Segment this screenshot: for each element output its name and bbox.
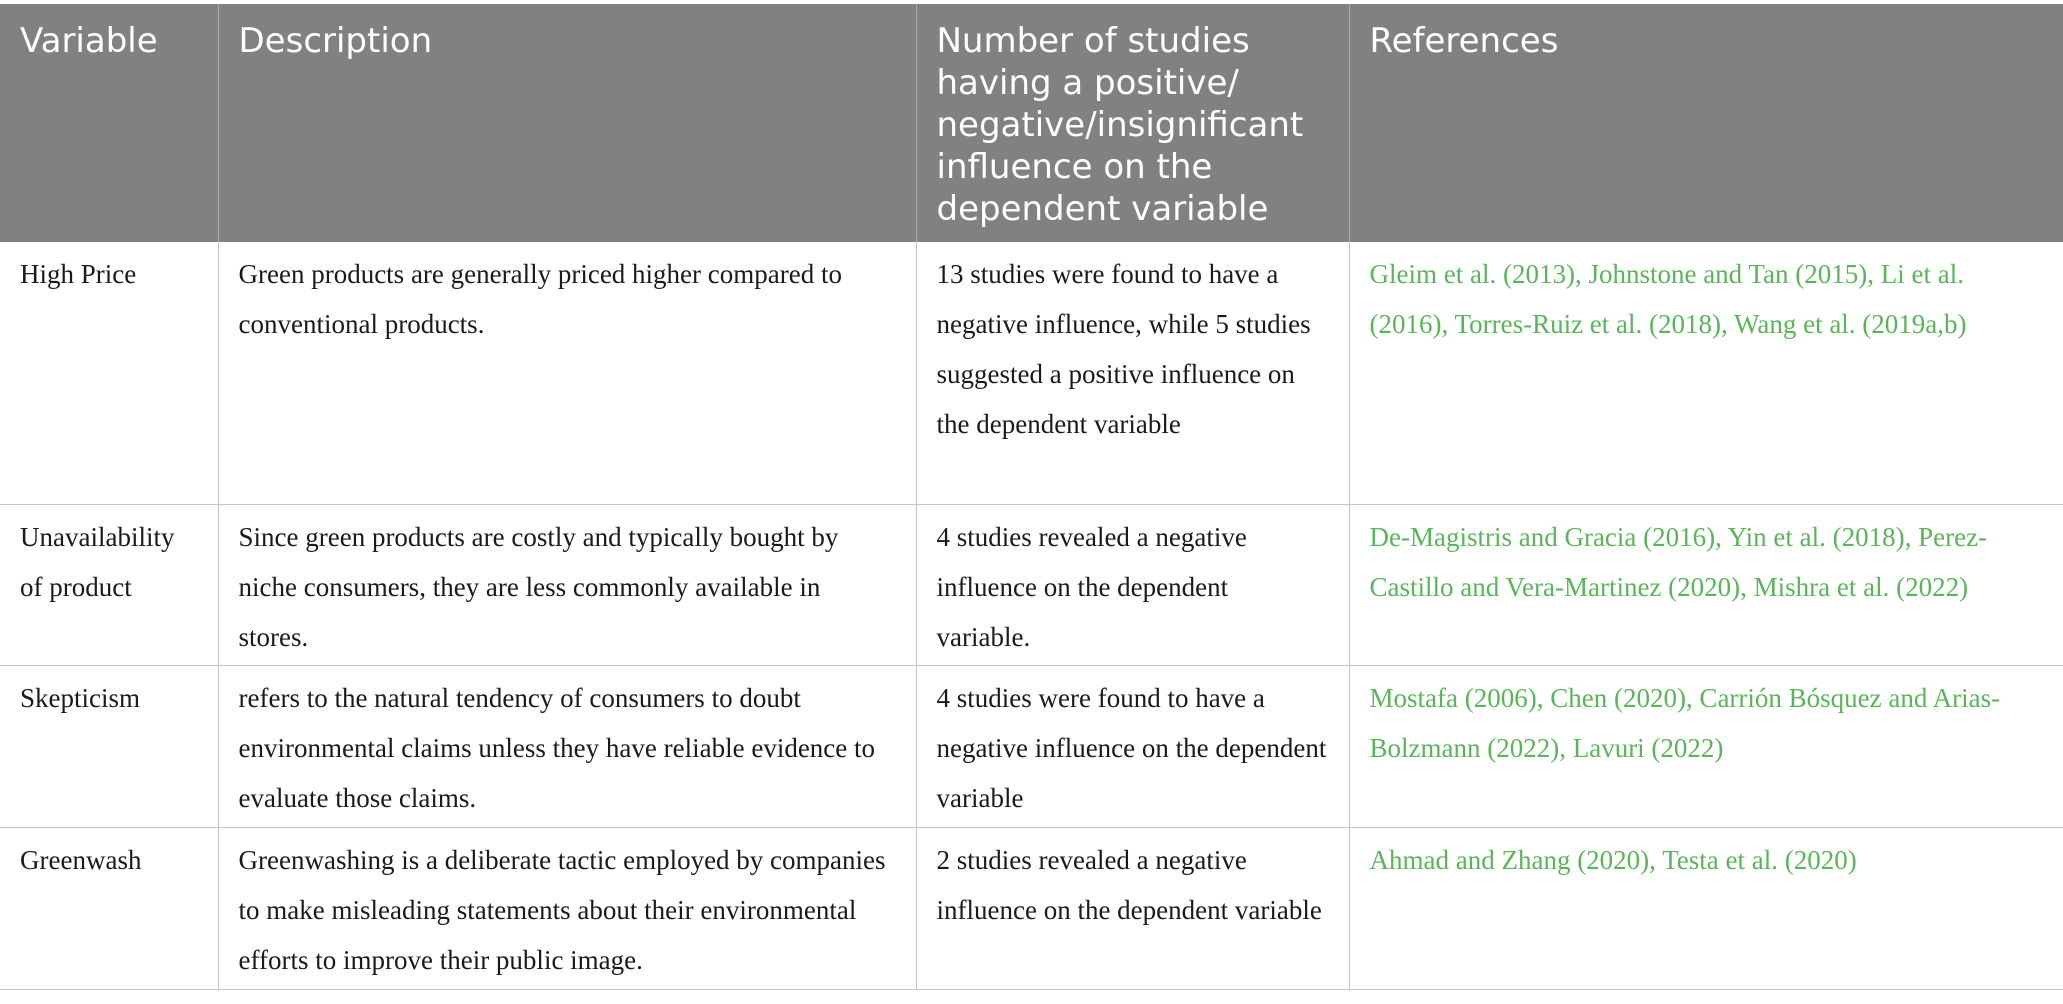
studies-cell: 4 studies revealed a negative influence on the dependent variable. — [916, 504, 1349, 665]
header-description: Description — [218, 4, 916, 242]
header-references: References — [1349, 4, 2063, 242]
references-link[interactable]: De-Magistris and Gracia (2016), Yin et al. (2018), Perez-Castillo and Vera-Martinez (2020), Mishra et al. (2022) — [1349, 504, 2063, 665]
variable-cell: High Price — [0, 242, 218, 504]
references-link[interactable]: Mostafa (2006), Chen (2020), Carrión Bósquez and Arias-Bolzmann (2022), Lavuri (2022) — [1349, 665, 2063, 827]
description-cell: Green products are generally priced higher compared to conventional products. — [218, 242, 916, 504]
description-cell: refers to the natural tendency of consumers to doubt environmental claims unless they have reliable evidence to evaluate those claims. — [218, 665, 916, 827]
variable-cell: Greenwash — [0, 827, 218, 989]
header-number-of-studies: Number of studies having a positive/ negative/insignificant influence on the dependent variable — [916, 4, 1349, 242]
table-body — [0, 242, 2063, 989]
studies-cell: 4 studies were found to have a negative influence on the dependent variable — [916, 665, 1349, 827]
table-header — [0, 4, 2063, 242]
variable-cell: Unavailability of product — [0, 504, 218, 665]
references-link[interactable]: Gleim et al. (2013), Johnstone and Tan (2015), Li et al. (2016), Torres-Ruiz et al. (2018), Wang et al. (2019a,b) — [1349, 242, 2063, 504]
studies-cell: 2 studies revealed a negative influence on the dependent variable — [916, 827, 1349, 989]
description-cell: Greenwashing is a deliberate tactic employed by companies to make misleading statements about their environmental efforts to improve their public image. — [218, 827, 916, 989]
table-row — [0, 827, 2063, 989]
description-cell: Since green products are costly and typically bought by niche consumers, they are less commonly available in stores. — [218, 504, 916, 665]
barriers-table — [0, 4, 2063, 990]
header-variable: Variable — [0, 4, 218, 242]
table-row — [0, 665, 2063, 827]
table-row — [0, 504, 2063, 665]
studies-cell: 13 studies were found to have a negative influence, while 5 studies suggested a positive influence on the dependent variable — [916, 242, 1349, 504]
variable-cell: Skepticism — [0, 665, 218, 827]
table-row — [0, 242, 2063, 504]
header-row — [0, 4, 2063, 242]
references-link[interactable]: Ahmad and Zhang (2020), Testa et al. (2020) — [1349, 827, 2063, 989]
